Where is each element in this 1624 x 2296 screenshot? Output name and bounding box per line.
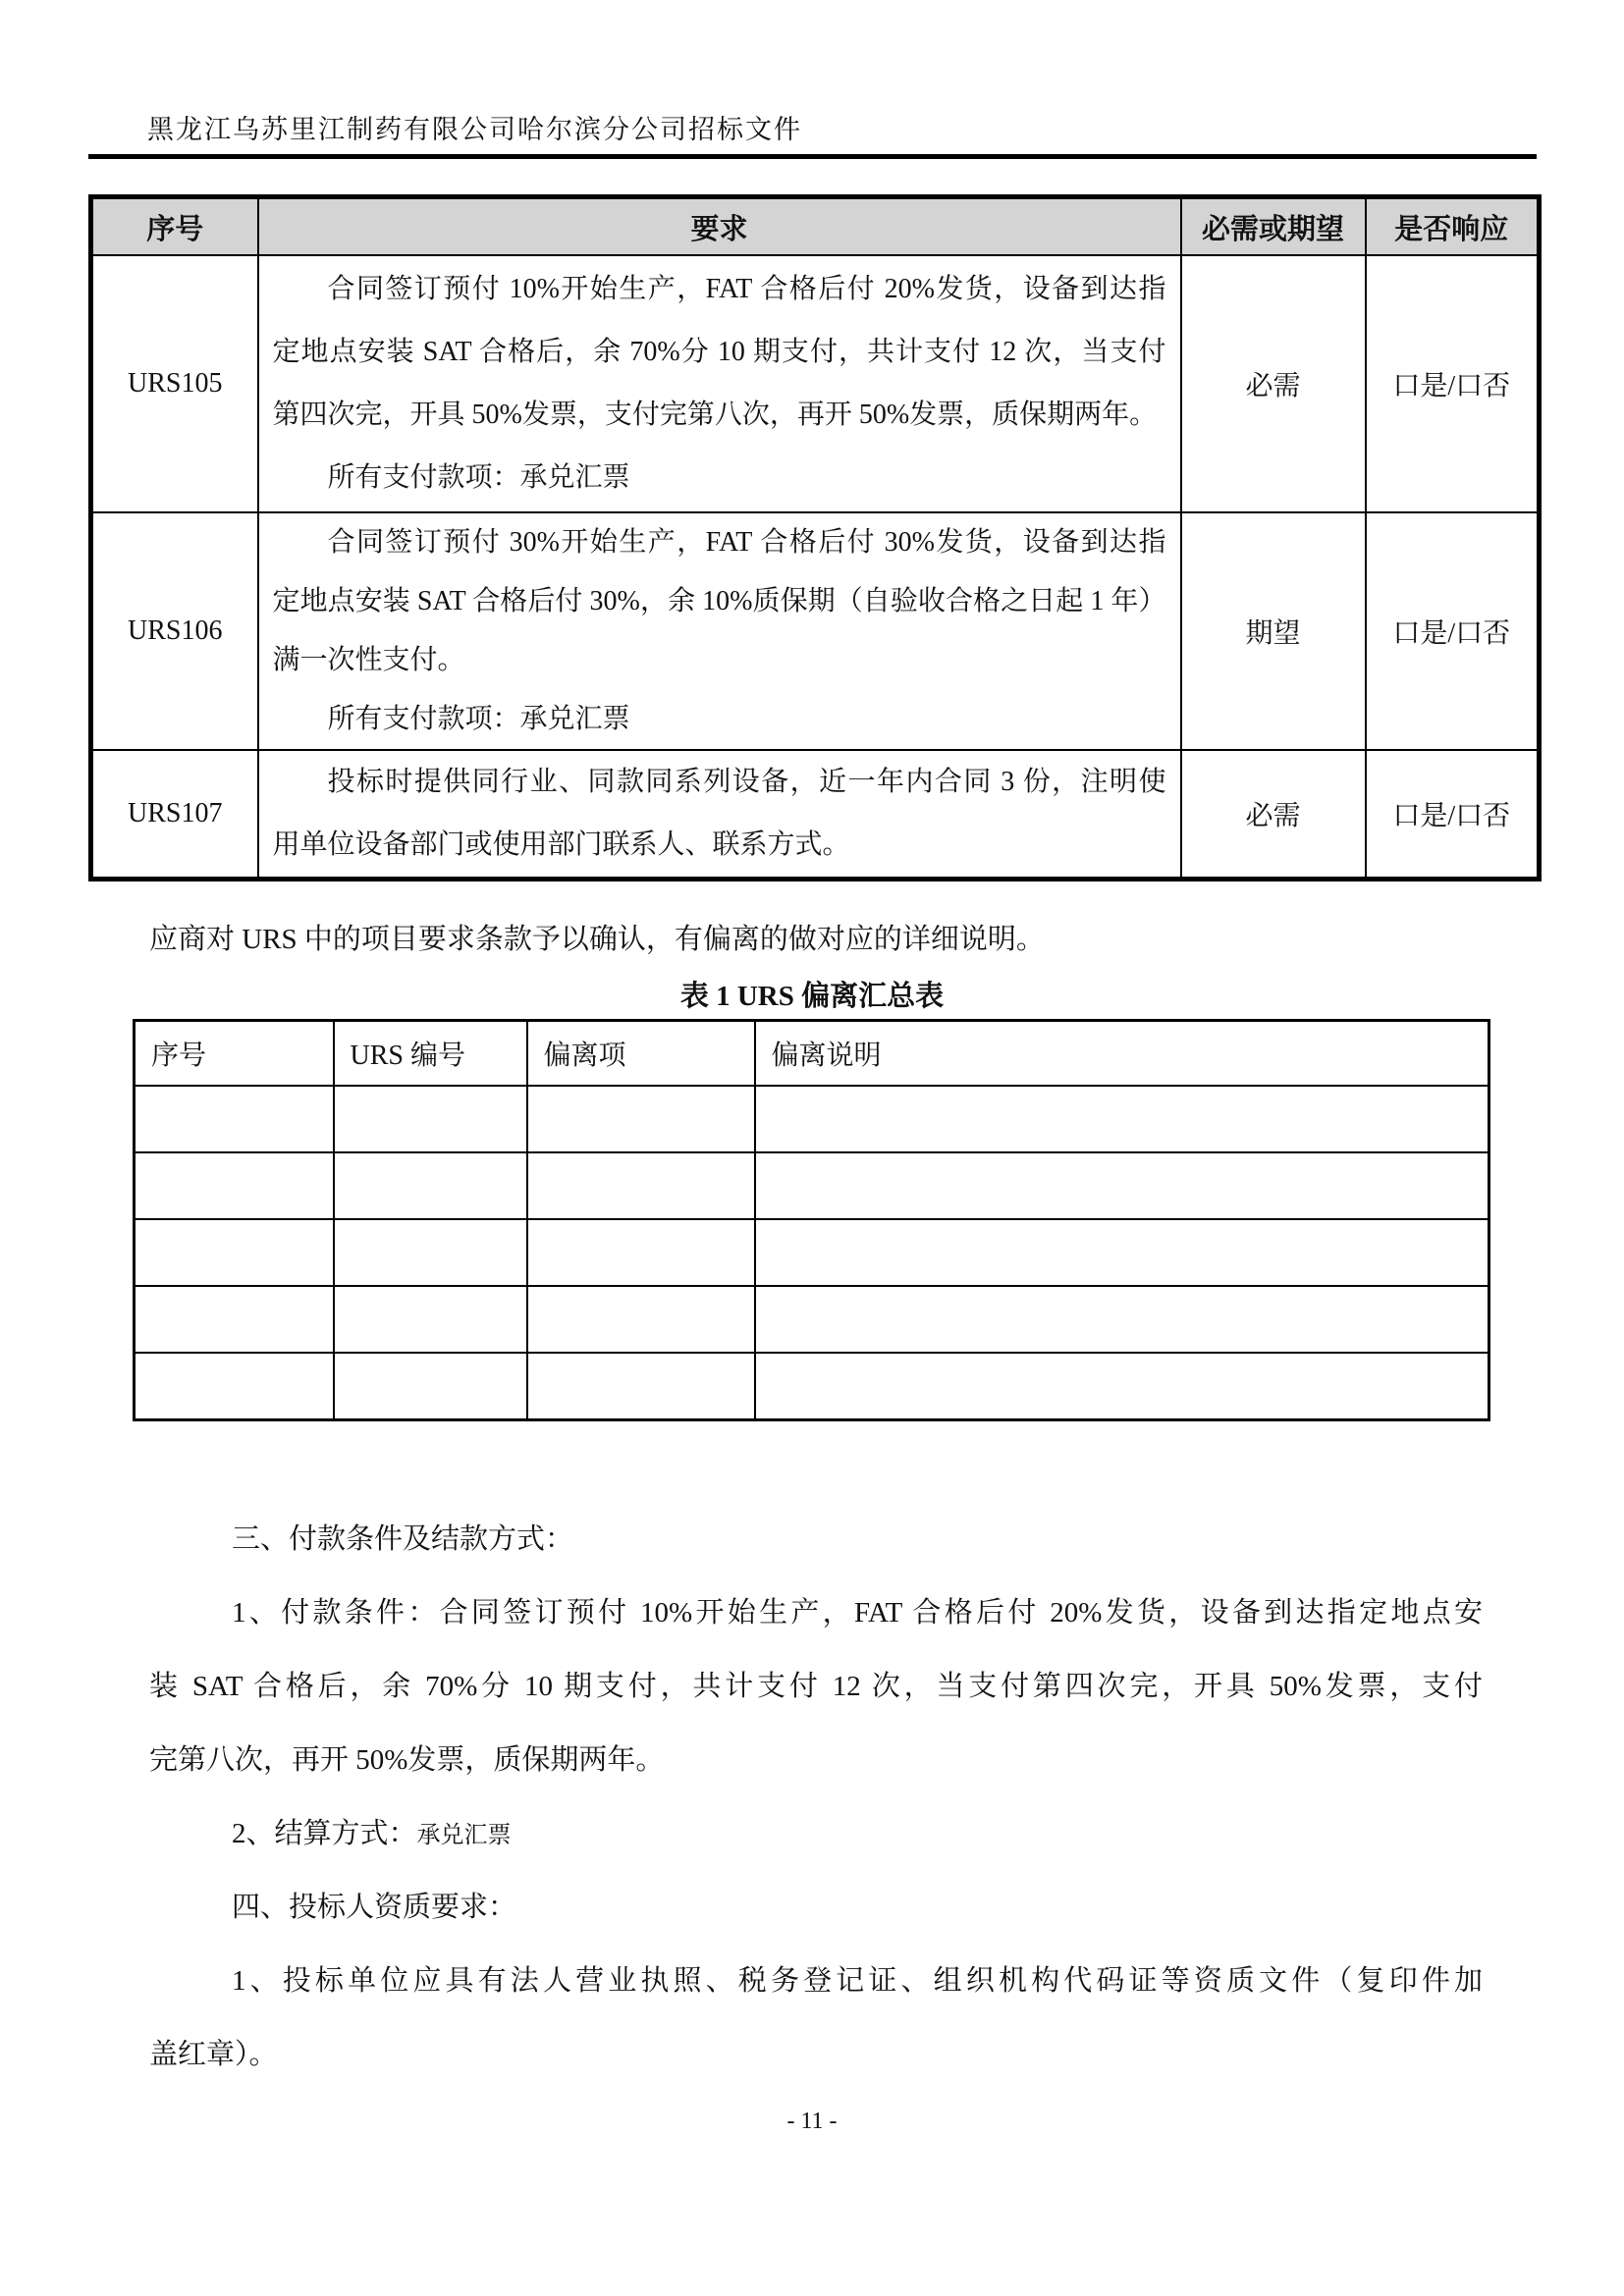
paragraph-text: 盖红章）。 [149,2039,278,2070]
urs-id-cell: URS107 [91,750,258,880]
response-cell: 口是/口否 [1366,255,1540,512]
paragraph-line [149,1724,1483,1797]
empty-cell [755,1286,1489,1353]
requirement-cell [258,255,1181,512]
column-header-seq: 序号 [135,1021,334,1087]
necessity-cell: 必需 [1181,255,1366,512]
column-header-deviation-description: 偏离说明 [755,1021,1489,1087]
deviation-summary-table [133,1019,1490,1421]
paragraph-line [149,1945,1483,2018]
requirement-line: 第四次完，开具 50%发票，支付完第八次，再开 50%发票，质保期两年。 [272,400,1158,430]
urs-table-row [91,255,1540,512]
requirement-line: 合同签订预付 10%开始生产，FAT 合格后付 20%发货，设备到达指 [327,274,1166,304]
response-cell: 口是/口否 [1366,512,1540,750]
urs-table-row [91,512,1540,750]
paragraph-text: 1、付款条件：合同签订预付 10%开始生产，FAT 合格后付 20%发货，设备到达指定地点安 [232,1597,1483,1629]
deviation-empty-row [135,1152,1489,1219]
empty-cell [135,1152,334,1219]
empty-cell [527,1353,755,1420]
paragraph-line [149,2018,1483,2092]
column-header-requirement: 要求 [258,197,1181,256]
deviation-table-header-row [135,1021,1489,1087]
empty-cell [527,1152,755,1219]
page-number: - 11 - [786,2109,838,2134]
empty-cell [755,1219,1489,1286]
empty-cell [135,1219,334,1286]
empty-cell [334,1286,527,1353]
empty-cell [135,1086,334,1152]
empty-cell [334,1353,527,1420]
column-header-response: 是否响应 [1366,197,1540,256]
deviation-empty-row [135,1353,1489,1420]
urs-requirements-table [88,194,1542,881]
requirement-line: 所有支付款项：承兑汇票 [327,462,630,493]
continuation-paragraph: 应商对 URS 中的项目要求条款予以确认，有偏离的做对应的详细说明。 [149,924,1045,955]
requirement-cell [258,750,1181,880]
requirement-line: 定地点安装 SAT 合格后，余 70%分 10 期支付，共计支付 12 次，当支付 [272,337,1166,367]
empty-cell [755,1353,1489,1420]
requirement-line: 用单位设备部门或使用部门联系人、联系方式。 [272,829,850,860]
paragraph-text: 三、付款条件及结款方式： [232,1523,574,1555]
empty-cell [527,1086,755,1152]
paragraph-text: 装 SAT 合格后，余 70%分 10 期支付，共计支付 12 次，当支付第四次完，开具 50%发票，支付 [149,1671,1483,1702]
payment-terms-section [149,1503,1483,2092]
requirement-line: 合同签订预付 30%开始生产，FAT 合格后付 30%发货，设备到达指 [327,527,1166,558]
empty-cell [334,1219,527,1286]
deviation-empty-row [135,1286,1489,1353]
requirement-cell [258,512,1181,750]
empty-cell [135,1353,334,1420]
necessity-cell: 期望 [1181,512,1366,750]
column-header-necessity: 必需或期望 [1181,197,1366,256]
paragraph-text: 1、投标单位应具有法人营业执照、税务登记证、组织机构代码证等资质文件（复印件加 [232,1965,1483,1997]
paragraph-line [149,1503,1483,1576]
column-header-seq: 序号 [91,197,258,256]
requirement-line: 定地点安装 SAT 合格后付 30%，余 10%质保期（自验收合格之日起 1 年） [272,586,1166,616]
empty-cell [334,1086,527,1152]
necessity-cell: 必需 [1181,750,1366,880]
urs-id-cell: URS105 [91,255,258,512]
paragraph-line [149,1576,1483,1650]
paragraph-text-small: 承兑汇票 [416,1823,512,1848]
deviation-table-title: 表 1 URS 偏离汇总表 [679,981,945,1012]
column-header-deviation-item: 偏离项 [527,1021,755,1087]
deviation-empty-row [135,1219,1489,1286]
requirement-line: 满一次性支付。 [272,645,465,675]
requirement-line: 投标时提供同行业、同款同系列设备，近一年内合同 3 份，注明使 [327,767,1166,797]
urs-table-row [91,750,1540,880]
document-header-title: 黑龙江乌苏里江制药有限公司哈尔滨分公司招标文件 [147,115,802,144]
paragraph-line [149,1650,1483,1724]
empty-cell [755,1086,1489,1152]
header-rule [88,154,1537,159]
column-header-urs-number: URS 编号 [334,1021,527,1087]
empty-cell [334,1152,527,1219]
urs-id-cell: URS106 [91,512,258,750]
empty-cell [755,1152,1489,1219]
paragraph-line [149,1797,1483,1871]
paragraph-text: 2、结算方式： [232,1818,417,1849]
paragraph-text: 四、投标人资质要求： [232,1892,517,1923]
paragraph-line [149,1871,1483,1945]
paragraph-text: 完第八次，再开 50%发票，质保期两年。 [149,1744,665,1776]
empty-cell [135,1286,334,1353]
empty-cell [527,1219,755,1286]
urs-table-header-row [91,197,1540,256]
empty-cell [527,1286,755,1353]
requirement-line: 所有支付款项：承兑汇票 [327,704,630,734]
response-cell: 口是/口否 [1366,750,1540,880]
deviation-empty-row [135,1086,1489,1152]
